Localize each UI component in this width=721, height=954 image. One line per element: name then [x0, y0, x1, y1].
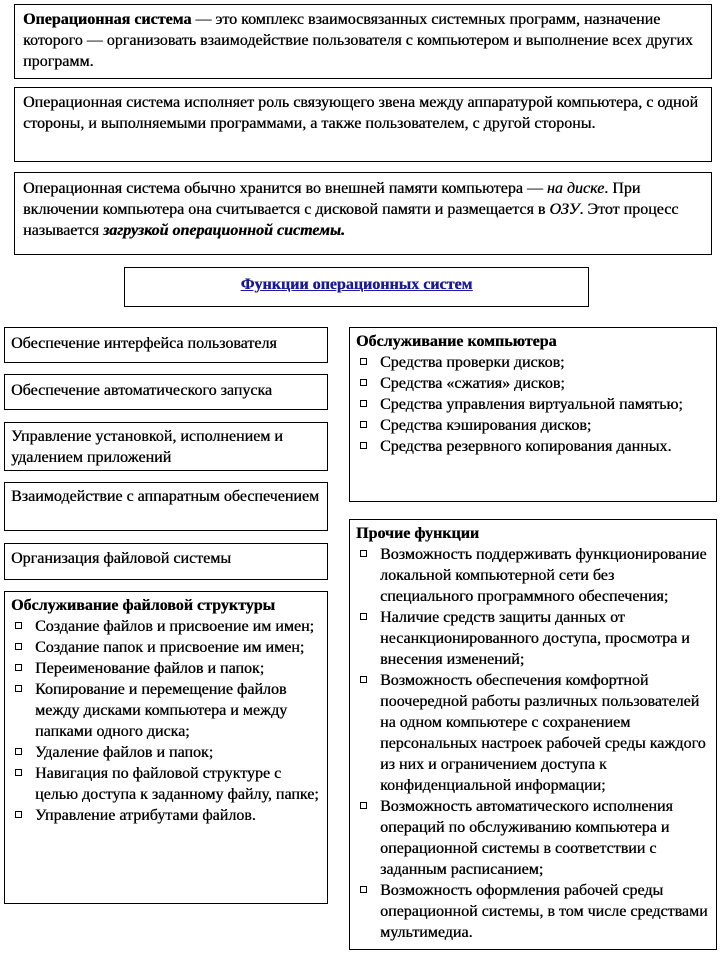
other-functions-list	[356, 544, 710, 943]
list-item: Наличие средств защиты данных от несанкционированного доступа, просмотра и внесения изменений;	[356, 607, 710, 670]
function-autorun	[4, 374, 328, 410]
function-app-management-label: Управление установкой, исполнением и удалением приложений	[11, 428, 283, 466]
function-app-management	[4, 422, 328, 471]
function-file-system-label: Организация файловой системы	[11, 550, 232, 567]
list-item: Переименование файлов и папок;	[11, 658, 321, 679]
list-item: Копирование и перемещение файлов между дисками компьютера и между папками одного диска;	[11, 679, 321, 742]
definition-box-3	[14, 172, 712, 255]
os-term: Операционная система	[23, 11, 192, 28]
definition-box-1	[14, 4, 712, 79]
list-item: Средства управления виртуальной памятью;	[356, 394, 710, 415]
other-functions-heading: Прочие функции	[356, 525, 480, 542]
list-item: Удаление файлов и папок;	[11, 742, 321, 763]
computer-service-heading: Обслуживание компьютера	[356, 333, 557, 350]
definition-3-boot-term: загрузкой операционной системы.	[102, 222, 345, 239]
computer-service-box	[349, 327, 717, 502]
functions-title[interactable]: Функции операционных систем	[240, 276, 473, 293]
list-item: Создание папок и присвоение им имен;	[11, 637, 321, 658]
file-structure-box	[4, 591, 328, 904]
definition-1-text: — это комплекс взаимосвязанных системных программ, назначение которого — организовать взаимодействие пользователя с компьютером и выполнение всех других программ.	[23, 11, 693, 70]
list-item: Возможность оформления рабочей среды операционной системы, в том числе средствами мультимедиа.	[356, 880, 710, 943]
function-file-system	[4, 543, 328, 580]
definition-box-2	[14, 87, 712, 162]
definition-3-part-3: . При включении компьютера она считывается с дисковой памяти и размещается в	[23, 180, 641, 218]
list-item: Средства кэширования дисков;	[356, 415, 710, 436]
other-functions-box	[349, 519, 717, 950]
list-item: Средства резервного копирования данных.	[356, 436, 710, 457]
definition-2-text: Операционная система исполняет роль связующего звена между аппаратурой компьютера, с одной стороны, и выполняемыми программами, а также пользователем, с другой стороны.	[23, 94, 699, 132]
list-item: Возможность поддерживать функционирование локальной компьютерной сети без специального программного обеспечения;	[356, 544, 710, 607]
function-user-interface	[4, 327, 328, 363]
list-item: Возможность автоматического исполнения операций по обслуживанию компьютера и операционной системы в соответствии с заданным расписанием;	[356, 796, 710, 880]
functions-title-box	[124, 267, 589, 307]
definition-3-part-1: Операционная система обычно хранится во внешней памяти компьютера —	[23, 180, 547, 197]
definition-3-ram: ОЗУ	[549, 201, 580, 218]
file-structure-list	[11, 616, 321, 826]
file-structure-heading: Обслуживание файловой структуры	[11, 597, 276, 614]
list-item: Навигация по файловой структуре с целью доступа к заданному файлу, папке;	[11, 763, 321, 805]
function-user-interface-label: Обеспечение интерфейса пользователя	[11, 335, 277, 352]
list-item: Средства проверки дисков;	[356, 352, 710, 373]
list-item: Возможность обеспечения комфортной поочередной работы различных пользователей на одном компьютере с сохранением персональных настроек рабочей среды каждого из них и ограничением доступа к конфиденциальной информации;	[356, 670, 710, 796]
list-item: Управление атрибутами файлов.	[11, 805, 321, 826]
definition-3-disk: на диске	[546, 180, 605, 197]
list-item: Средства «сжатия» дисков;	[356, 373, 710, 394]
function-autorun-label: Обеспечение автоматического запуска	[11, 382, 272, 399]
function-hardware-interaction-label: Взаимодействие с аппаратным обеспечением	[11, 488, 320, 505]
list-item: Создание файлов и присвоение им имен;	[11, 616, 321, 637]
computer-service-list	[356, 352, 710, 457]
function-hardware-interaction	[4, 482, 328, 531]
definition-3-part-5: . Этот процесс называется	[23, 201, 679, 239]
